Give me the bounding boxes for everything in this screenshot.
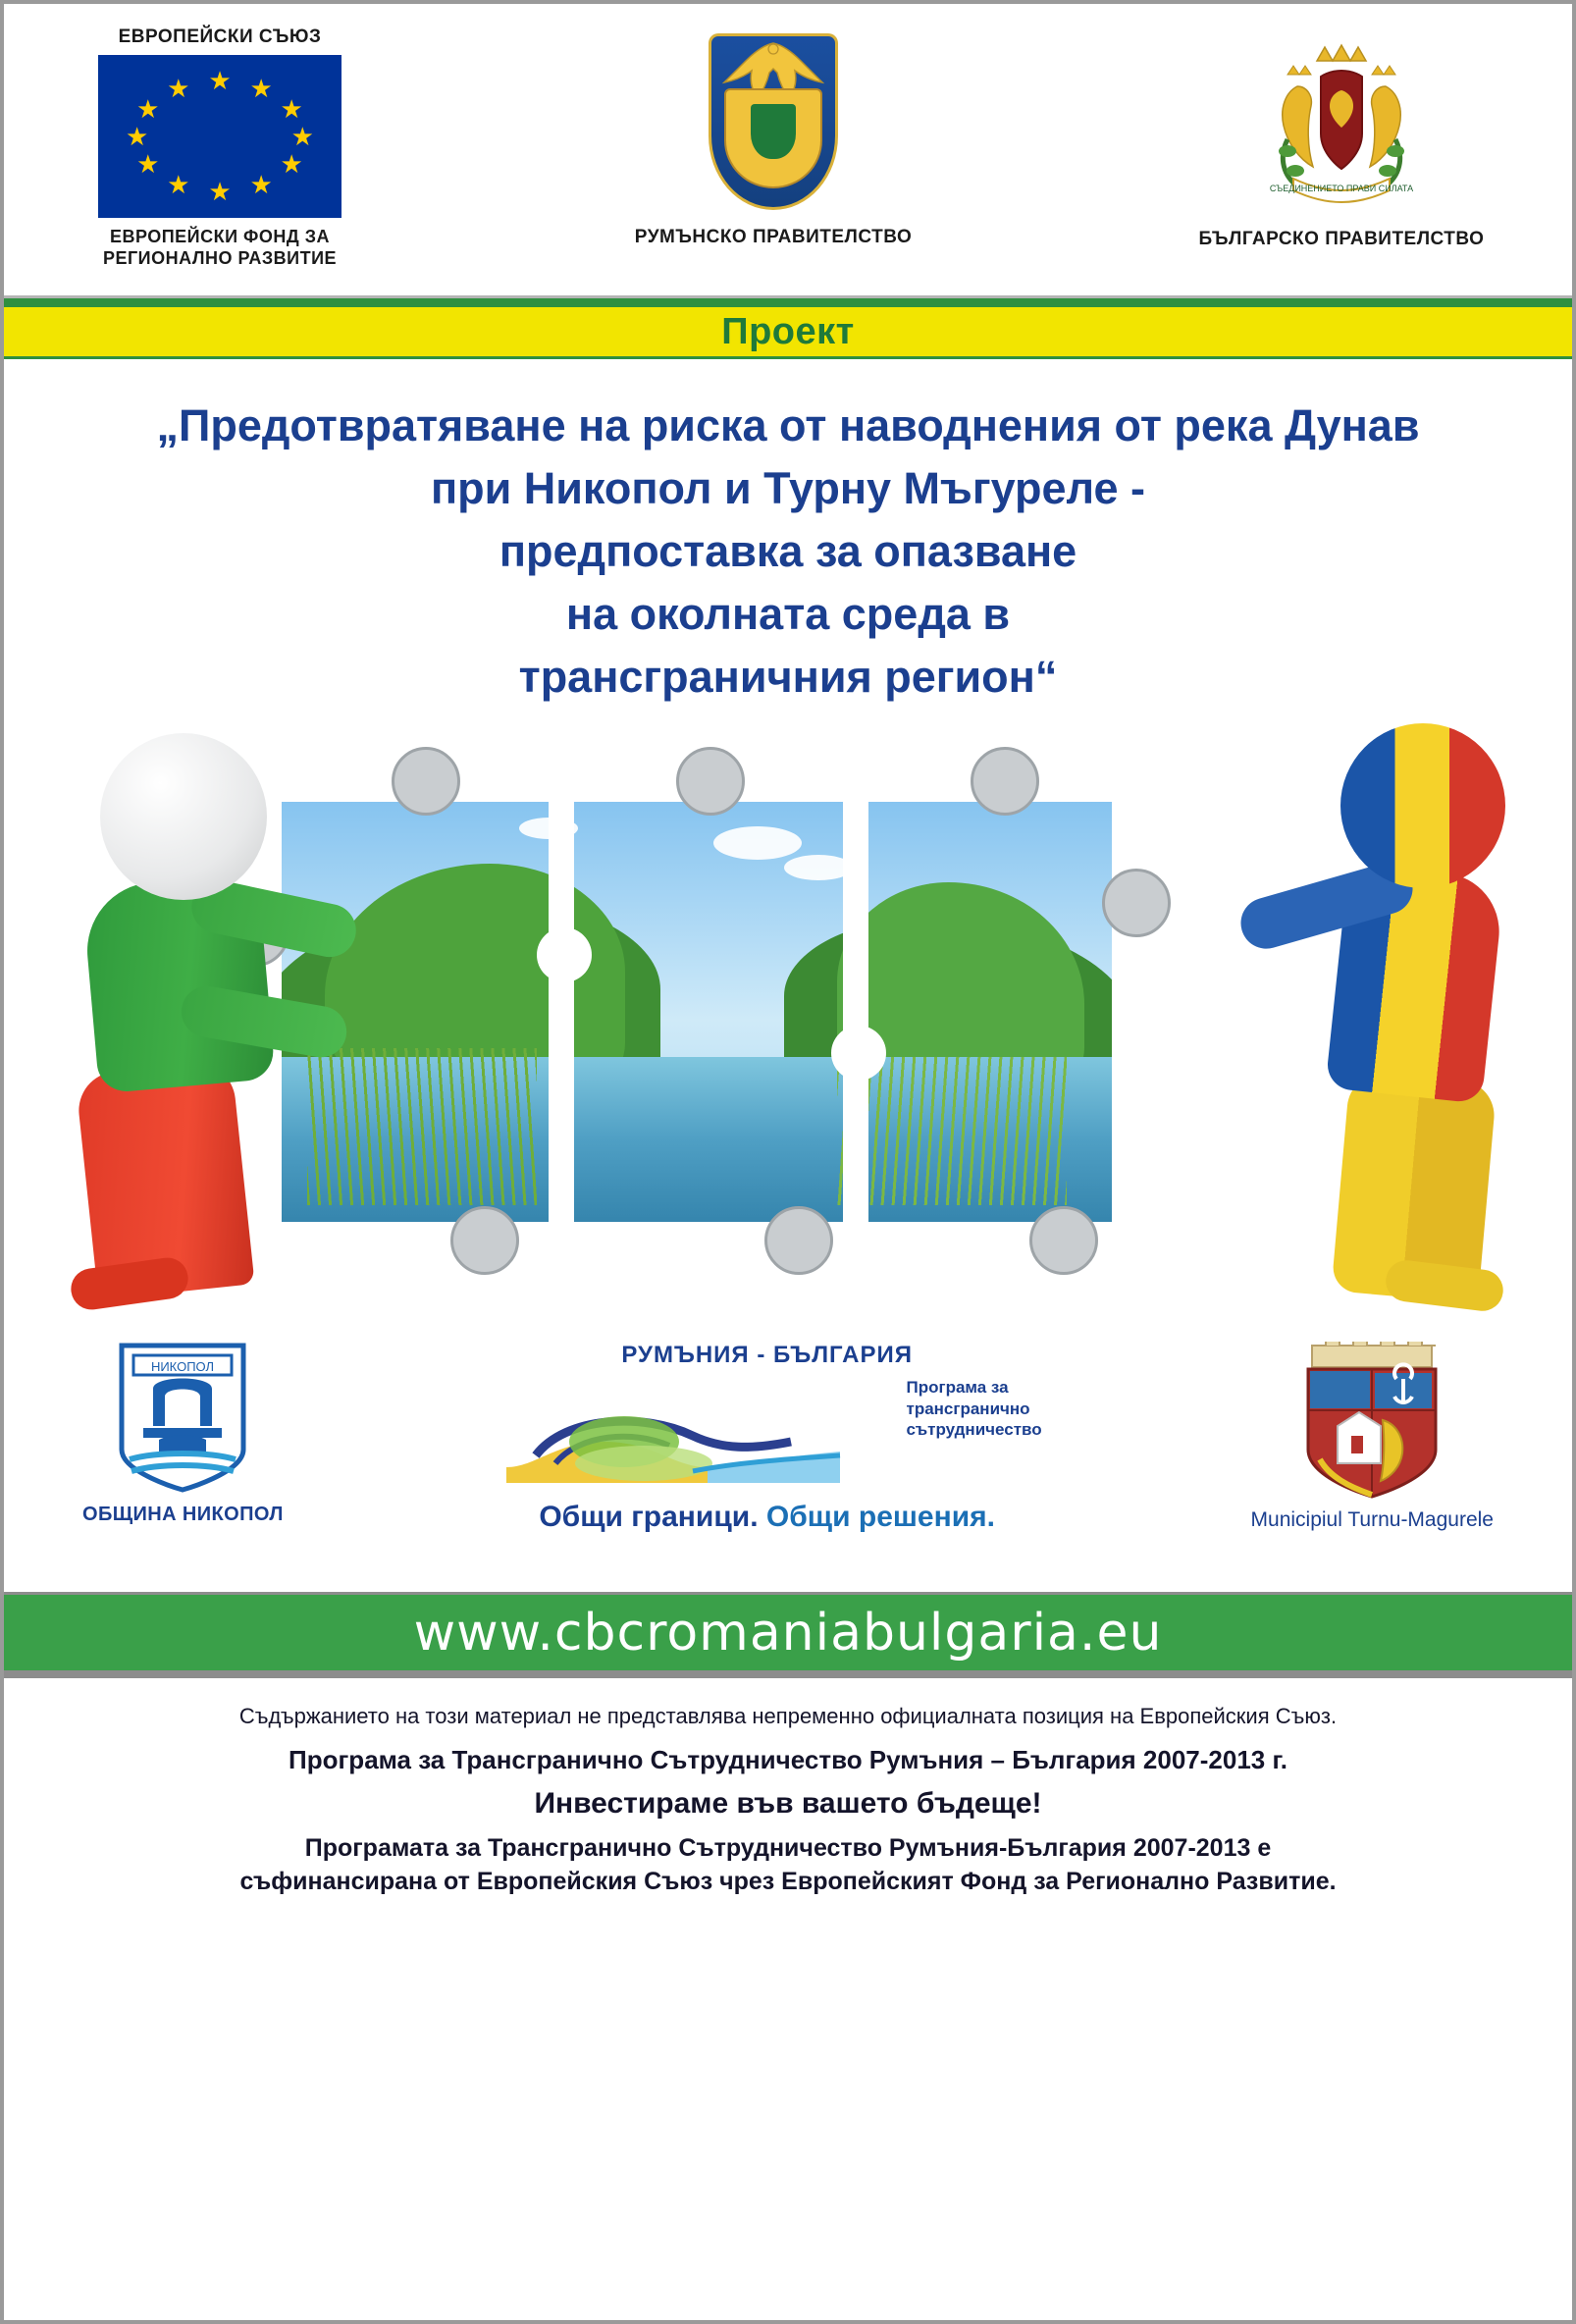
title-line-4: на околната среда в <box>565 588 1011 639</box>
romania-logo-block <box>611 26 935 249</box>
programme-slogan <box>493 1501 1042 1534</box>
footer-line-1: Съдържанието на този материал не представлява непременно официалната позиция на Европейския Съюз. <box>238 1704 1338 1729</box>
website-bar[interactable] <box>4 1592 1572 1678</box>
eu-logo-block <box>73 26 367 270</box>
puzzle-landscape-image <box>254 780 1137 1241</box>
eu-fund-line1: ЕВРОПЕЙСКИ ФОНД ЗА <box>109 226 331 246</box>
romania-caption: РУМЪНСКО ПРАВИТЕЛСТВО <box>634 227 913 247</box>
bulgaria-logo-block <box>1180 26 1503 251</box>
header-logos <box>4 4 1572 298</box>
programme-side-text <box>907 1377 1042 1440</box>
nikopol-logo <box>82 1342 284 1526</box>
project-bar <box>4 298 1572 359</box>
website-url[interactable]: www.cbcromaniabulgaria.eu <box>413 1603 1163 1663</box>
page-title <box>4 359 1572 717</box>
project-label: Проект <box>721 310 855 352</box>
programme-logo <box>493 1342 1042 1534</box>
nikopol-crest-icon <box>114 1342 251 1494</box>
figure-bulgaria <box>43 733 328 1302</box>
programme-bridge-icon <box>497 1373 850 1491</box>
eu-title: ЕВРОПЕЙСКИ СЪЮЗ <box>118 26 322 47</box>
romania-coat-of-arms-icon <box>709 33 838 210</box>
programme-side-line2: трансгранично <box>906 1399 1030 1418</box>
bulgaria-coat-of-arms-icon <box>1248 31 1435 218</box>
turnu-magurele-caption: Municipiul Turnu-Magurele <box>1250 1508 1494 1532</box>
nikopol-caption: ОБЩИНА НИКОПОЛ <box>82 1504 284 1526</box>
footer-line-3: Инвестираме във вашето бъдеще! <box>534 1787 1042 1821</box>
footer-line-4a: Програмата за Трансгранично Сътрудничество Румъния-България 2007-2013 е <box>304 1834 1272 1863</box>
eu-fund-line2: РЕГИОНАЛНО РАЗВИТИЕ <box>102 248 338 269</box>
footer-disclaimer <box>4 1678 1572 1899</box>
svg-text:СЪЕДИНЕНИЕТО ПРАВИ СИЛАТА: СЪЕДИНЕНИЕТО ПРАВИ СИЛАТА <box>1269 184 1414 193</box>
eu-flag-icon: ★ ★ ★ ★ ★ ★ ★ ★ ★ ★ ★ ★ <box>98 55 341 218</box>
nikopol-crest-text: НИКОПОЛ <box>151 1359 215 1375</box>
title-line-1: „Предотвратяване на риска от наводнения от река Дунав <box>156 400 1420 450</box>
title-line-2: при Никопол и Турну Мъгуреле - <box>430 462 1146 513</box>
figure-romania <box>1238 723 1533 1312</box>
title-line-3: предпоставка за опазване <box>499 525 1077 576</box>
programme-top-text: РУМЪНИЯ - БЪЛГАРИЯ <box>621 1342 913 1369</box>
illustration <box>4 723 1572 1332</box>
programme-slogan-part1: Общи граници. <box>539 1501 759 1534</box>
turnu-magurele-logo <box>1251 1342 1494 1532</box>
partner-logos <box>4 1332 1572 1592</box>
bulgaria-caption: БЪЛГАРСКО ПРАВИТЕЛСТВО <box>1198 229 1485 249</box>
programme-side-line3: сътрудничество <box>906 1419 1042 1439</box>
title-line-5: трансграничния регион“ <box>518 651 1058 702</box>
programme-side-line1: Програма за <box>906 1378 1009 1398</box>
footer-line-4b: съфинансирана от Европейския Съюз чрез Европейският Фонд за Регионално Развитие. <box>239 1868 1337 1896</box>
programme-slogan-part2: Общи решения. <box>765 1501 995 1534</box>
footer-line-2: Програма за Трансгранично Сътрудничество Румъния – България 2007-2013 г. <box>289 1745 1287 1775</box>
turnu-magurele-crest-icon <box>1298 1342 1445 1501</box>
